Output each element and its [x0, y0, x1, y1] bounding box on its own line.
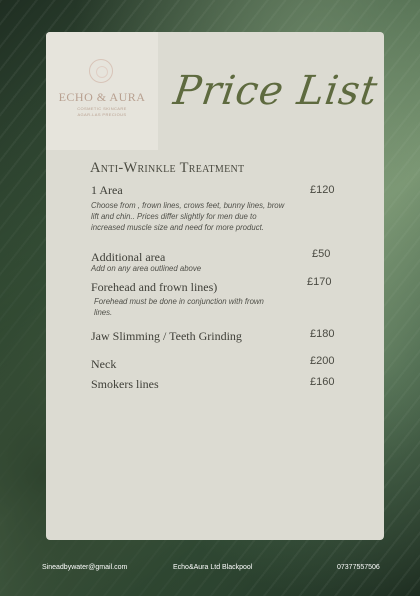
price-list-card [46, 32, 384, 540]
treatment-name: 1 Area [91, 183, 123, 197]
treatment-price: £120 [310, 184, 335, 196]
treatment-name: Smokers lines [91, 377, 159, 391]
logo-name: ECHO & AURA [58, 90, 146, 104]
treatment-name: Jaw Slimming / Teeth Grinding [91, 329, 242, 343]
treatment-description: Forehead must be done in conjunction with frown lines. [94, 297, 264, 317]
footer-email: Sineadbywater@gmail.com [42, 564, 128, 571]
treatment-price: £180 [310, 328, 335, 340]
footer-company: Echo&Aura Ltd Blackpool [173, 564, 253, 571]
treatment-price: £160 [310, 376, 335, 388]
logo-tagline: COSMETIC SKINCARE [77, 106, 127, 111]
treatment-name: Forehead and frown lines) [91, 280, 218, 294]
treatment-price: £200 [310, 355, 335, 367]
treatment-description: Choose from , frown lines, crows feet, bunny lines, brow lift and chin.. Prices differ slightly for men due to increased muscle size and need for more product. [91, 201, 285, 232]
treatment-description: Add on any area outlined above [91, 264, 202, 273]
section-title: Anti-Wrinkle Treatment [90, 160, 245, 176]
logo-emblem-icon [89, 59, 113, 83]
footer-phone: 07377557506 [337, 564, 380, 571]
page-title: Price List [170, 68, 381, 114]
treatment-name: Neck [91, 357, 117, 371]
logo-tagline-2: AGAR-LAS PRECIOUS [77, 112, 127, 117]
brand-logo [46, 32, 158, 150]
treatment-price: £170 [307, 276, 332, 288]
treatment-name: Additional area [91, 250, 166, 264]
treatment-price: £50 [312, 248, 331, 260]
